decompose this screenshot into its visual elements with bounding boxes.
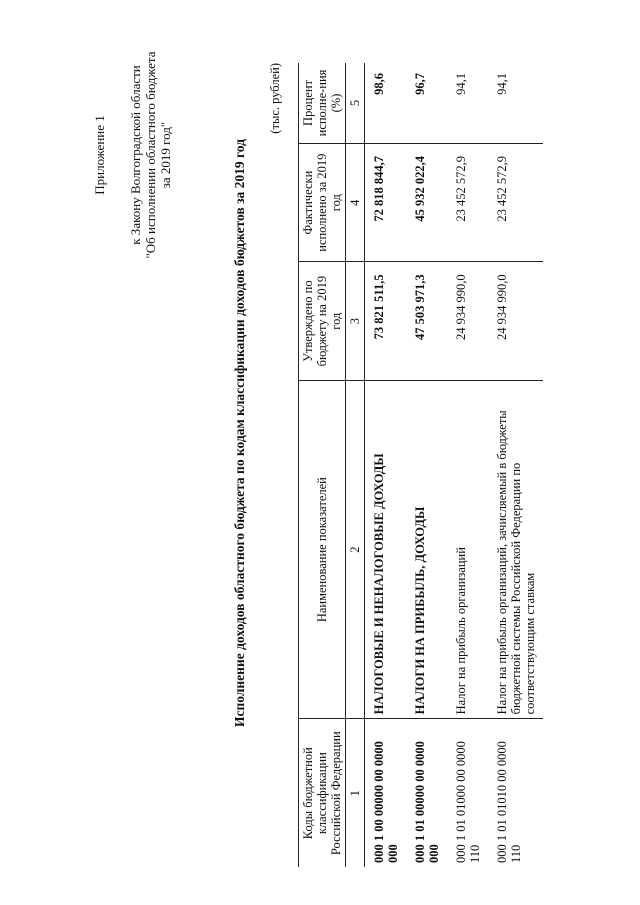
column-number: 3 — [346, 262, 365, 380]
code-cell: 000 1 01 00000 00 0000 000 — [413, 741, 441, 863]
code-cell: 000 1 01 01010 00 0000 110 — [495, 741, 523, 863]
law-reference-line: за 2019 год" — [158, 121, 173, 189]
document-title: Исполнение доходов областного бюджета по кодам классификации доходов бюджетов за 2019 год — [232, 139, 247, 728]
code-cell: 000 1 01 01000 00 0000 110 — [454, 741, 482, 863]
name-cell: Налог на прибыль организаций, зачисляемый в бюджеты бюджетной системы Российской Федерации по соответствующим ставкам — [488, 380, 543, 719]
column-header: Наименование показателей — [299, 380, 346, 719]
column-number: 1 — [346, 719, 365, 867]
actual-cell: 23 452 572,9 — [447, 143, 488, 261]
table-row — [488, 63, 543, 867]
column-header: Процент исполне-ния (%) — [299, 63, 346, 143]
actual-cell: 72 818 844,7 — [365, 143, 407, 261]
table-row — [406, 63, 447, 867]
table-header-row — [299, 63, 346, 867]
law-reference — [128, 45, 173, 265]
column-number-row — [346, 63, 365, 867]
approved-cell: 73 821 511,5 — [365, 262, 407, 380]
law-reference-line: "Об исполнении областного бюджета — [143, 51, 158, 259]
actual-cell: 23 452 572,9 — [488, 143, 543, 261]
approved-cell: 24 934 990,0 — [488, 262, 543, 380]
revenue-table — [298, 63, 543, 867]
column-header: Коды бюджетной классификации Российской Федерации — [299, 719, 346, 867]
column-header: Фактически исполнено за 2019 год — [299, 143, 346, 261]
code-cell: 000 1 00 00000 00 0000 000 — [372, 741, 400, 863]
units-label: (тыс. рублей) — [268, 63, 282, 134]
actual-cell: 45 932 022,4 — [406, 143, 447, 261]
percent-cell: 94,1 — [447, 63, 488, 143]
appendix-label: Приложение 1 — [92, 115, 107, 195]
column-number: 2 — [346, 380, 365, 719]
approved-cell: 47 503 971,3 — [406, 262, 447, 380]
column-number: 5 — [346, 63, 365, 143]
percent-cell: 96,7 — [406, 63, 447, 143]
name-cell: Налог на прибыль организаций — [447, 380, 488, 719]
column-header: Утверждено по бюджету на 2019 год — [299, 262, 346, 380]
table-row — [365, 63, 407, 867]
percent-cell: 98,6 — [365, 63, 407, 143]
column-number: 4 — [346, 143, 365, 261]
percent-cell: 94,1 — [488, 63, 543, 143]
name-cell: НАЛОГОВЫЕ И НЕНАЛОГОВЫЕ ДОХОДЫ — [365, 380, 407, 719]
table-row — [447, 63, 488, 867]
name-cell: НАЛОГИ НА ПРИБЫЛЬ, ДОХОДЫ — [406, 380, 447, 719]
approved-cell: 24 934 990,0 — [447, 262, 488, 380]
law-reference-line: к Закону Волгоградской области — [128, 65, 143, 245]
